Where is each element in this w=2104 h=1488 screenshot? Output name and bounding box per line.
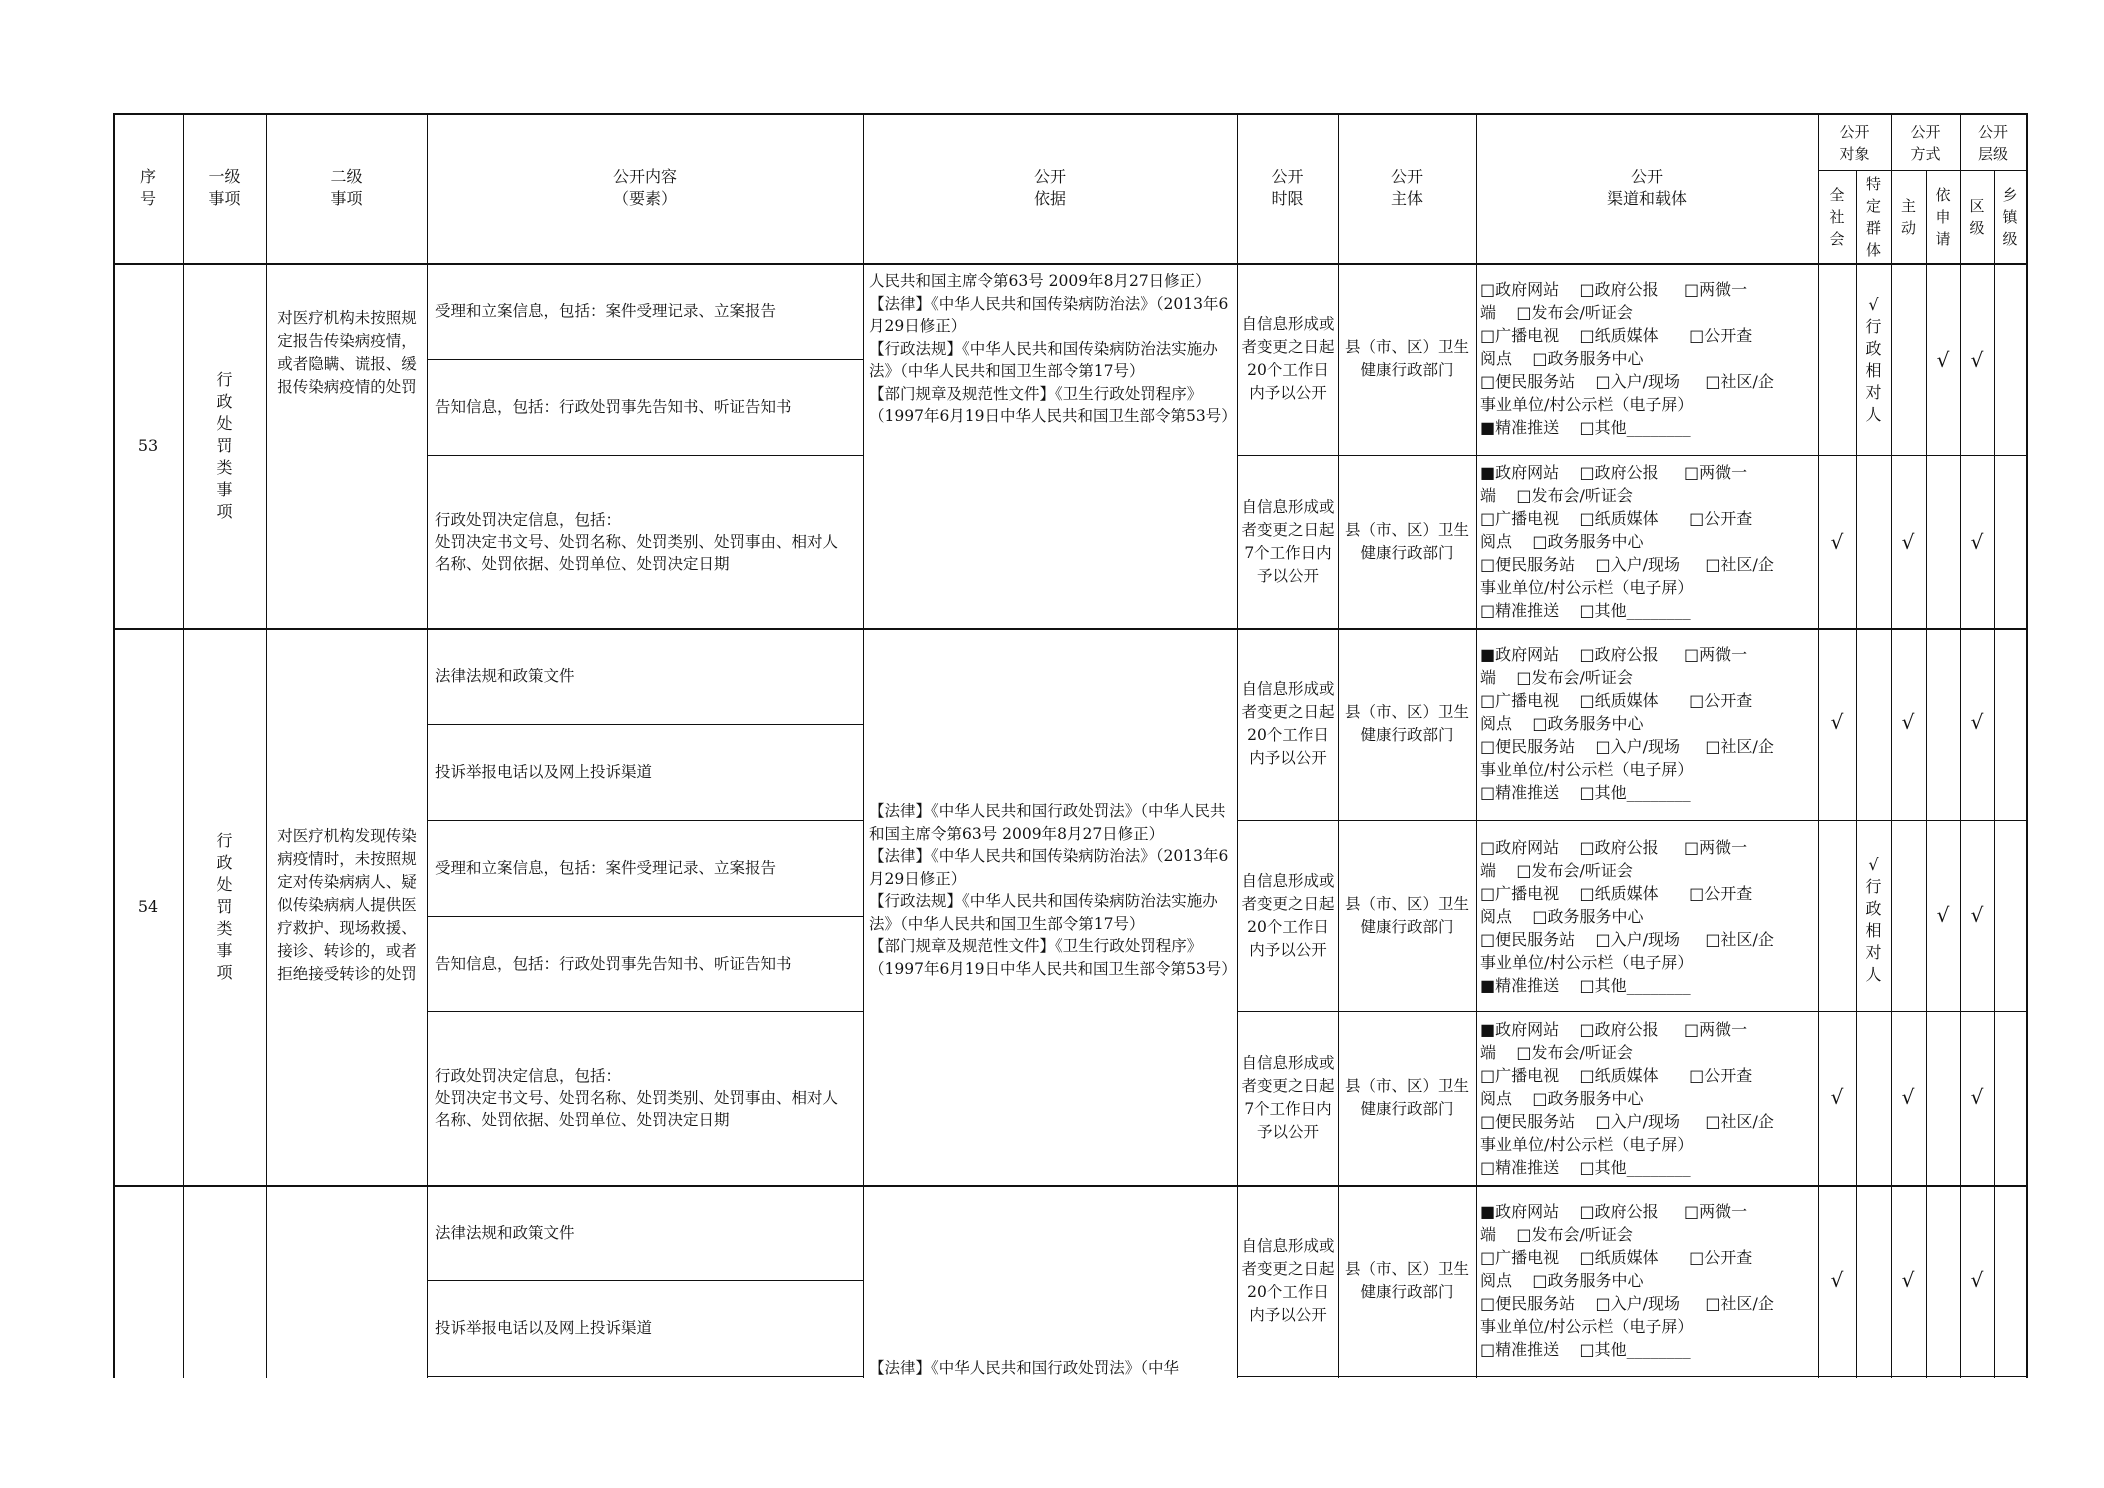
row53-level1: 行 政 处 罚 类 事 项 xyxy=(216,369,233,521)
row-line xyxy=(1237,1376,2026,1377)
row53-level2: 对医疗机构未按照规定报告传染病疫情，或者隐瞒、谎报、缓报传染病疫情的处罚 xyxy=(277,309,417,396)
row55-check-all: √ xyxy=(1830,1268,1844,1292)
header-method-request: 依 申 请 xyxy=(1935,185,1951,248)
row55-content-2: 投诉举报电话以及网上投诉渠道 xyxy=(435,1319,653,1337)
col-line xyxy=(1960,113,1961,1378)
col-line xyxy=(863,113,864,1378)
row53-subject-2: 县（市、区）卫生健康行政部门 xyxy=(1344,520,1469,562)
row54-specific-group: √ 行 政 相 对 人 xyxy=(1865,855,1882,984)
row53-check-district-2: √ xyxy=(1970,530,1984,554)
row53-basis: 人民共和国主席令第63号 2009年8月27日修正） 【法律】《中华人民共和国传染病防治法》（2013年6月29日修正） 【行政法规】《中华人民共和国传染病防治法实施办法》（中华人民共和国卫生部令第17号） 【部门规章及规范性文件】《卫生行政处罚程序》（1997年6月19日中华人民共和国卫生部令第53号） xyxy=(869,272,1237,425)
row55-content-1: 法律法规和政策文件 xyxy=(435,1223,575,1242)
row53-subject-1: 县（市、区）卫生健康行政部门 xyxy=(1344,338,1469,379)
row54-content-1: 法律法规和政策文件 xyxy=(435,667,575,685)
row53-channels-2: ■政府网站 □政府公报 □两微一 端 □发布会/听证会 □广播电视 □纸质媒体 □公开查 阅点 □政务服务中心 □便民服务站 □入户/现场 □社区/企 事业单位/村公示栏（电子屏） □精准推送 □其他________ xyxy=(1480,463,1774,620)
header-target-specific: 特 定 群 体 xyxy=(1865,174,1881,259)
header-level-district: 区 级 xyxy=(1969,196,1985,237)
header-target-all: 全 社 会 xyxy=(1829,185,1845,248)
header-level-town: 乡 镇 级 xyxy=(2002,185,2018,248)
row55-time: 自信息形成或者变更之日起20个工作日内予以公开 xyxy=(1241,1236,1335,1324)
row53-channels-1: □政府网站 □政府公报 □两微一 端 □发布会/听证会 □广播电视 □纸质媒体 □公开查 阅点 □政务服务中心 □便民服务站 □入户/现场 □社区/企 事业单位/村公示栏（电子屏） ■精准推送 □其他________ xyxy=(1480,280,1774,437)
header-method: 公开 方式 xyxy=(1910,122,1941,163)
row53-check-request: √ xyxy=(1936,348,1950,372)
row54-time-3: 自信息形成或者变更之日起7个工作日内予以公开 xyxy=(1241,1054,1335,1141)
row53-content-1: 受理和立案信息，包括：案件受理记录、立案报告 xyxy=(435,302,777,320)
row54-check-all-3: √ xyxy=(1830,1085,1844,1109)
row53-check-active: √ xyxy=(1901,530,1915,554)
header-basis: 公开 依据 xyxy=(1033,167,1066,208)
row53-time-1: 自信息形成或者变更之日起20个工作日内予以公开 xyxy=(1241,315,1335,402)
col-line xyxy=(1818,113,1819,1378)
row54-check-all: √ xyxy=(1830,710,1844,734)
row54-subject-2: 县（市、区）卫生健康行政部门 xyxy=(1344,894,1469,936)
row53-content-3: 行政处罚决定信息，包括： 处罚决定书文号、处罚名称、处罚类别、处罚事由、相对人名称、处罚依据、处罚单位、处罚决定日期 xyxy=(435,510,839,573)
row55-channels: ■政府网站 □政府公报 □两微一 端 □发布会/听证会 □广播电视 □纸质媒体 □公开查 阅点 □政务服务中心 □便民服务站 □入户/现场 □社区/企 事业单位/村公示栏（电子屏） □精准推送 □其他________ xyxy=(1480,1202,1774,1359)
header-level: 公开 层级 xyxy=(1977,122,2008,163)
row54-content-5: 行政处罚决定信息，包括： 处罚决定书文号、处罚名称、处罚类别、处罚事由、相对人名称、处罚依据、处罚单位、处罚决定日期 xyxy=(435,1067,839,1129)
header-target: 公开 对象 xyxy=(1839,122,1870,163)
row53-check-district: √ xyxy=(1970,348,1984,372)
col-line xyxy=(1891,113,1892,1378)
row54-level1: 行 政 处 罚 类 事 项 xyxy=(216,830,233,982)
col-line xyxy=(1994,170,1995,1378)
header-channel: 公开 渠道和载体 xyxy=(1606,167,1687,208)
row54-level2: 对医疗机构发现传染病疫情时，未按照规定对传染病病人、疑似传染病病人提供医疗救护、现场救援、接诊、转诊的，或者拒绝接受转诊的处罚 xyxy=(277,826,417,983)
row54-check-active-3: √ xyxy=(1901,1085,1915,1109)
row54-basis: 【法律】《中华人民共和国行政处罚法》（中华人民共和国主席令第63号 2009年8月27日修正） 【法律】《中华人民共和国传染病防治法》（2013年6月29日修正） 【行政法规】《中华人民共和国传染病防治法实施办法》（中华人民共和国卫生部令第17号） 【部门规章及规范性文件】《卫生行政处罚程序》（1997年6月19日中华人民共和国卫生部令第53号） xyxy=(869,802,1237,978)
row54-content-4: 告知信息，包括：行政处罚事先告知书、听证告知书 xyxy=(435,954,792,973)
col-line xyxy=(1476,113,1477,1378)
row55-basis: 【法律】《中华人民共和国行政处罚法》（中华 xyxy=(869,1359,1180,1377)
row54-subject-3: 县（市、区）卫生健康行政部门 xyxy=(1344,1077,1469,1118)
header-bottom-line xyxy=(113,263,2028,265)
header-seq: 序 号 xyxy=(139,167,156,208)
header-level2: 二级 事项 xyxy=(330,167,363,208)
row53-specific-group: √ 行 政 相 对 人 xyxy=(1865,295,1882,424)
header-method-active: 主 动 xyxy=(1900,196,1916,237)
col-line xyxy=(266,113,267,1378)
row54-check-active: √ xyxy=(1901,710,1915,734)
table-border-right xyxy=(2026,113,2028,1378)
row54-channels-1: ■政府网站 □政府公报 □两微一 端 □发布会/听证会 □广播电视 □纸质媒体 □公开查 阅点 □政务服务中心 □便民服务站 □入户/现场 □社区/企 事业单位/村公示栏（电子屏） □精准推送 □其他________ xyxy=(1480,645,1774,802)
row54-channels-3: ■政府网站 □政府公报 □两微一 端 □发布会/听证会 □广播电视 □纸质媒体 □公开查 阅点 □政务服务中心 □便民服务站 □入户/现场 □社区/企 事业单位/村公示栏（电子屏） □精准推送 □其他________ xyxy=(1480,1020,1774,1177)
row-line xyxy=(113,628,2028,630)
col-line xyxy=(1926,170,1927,1378)
row54-time-1: 自信息形成或者变更之日起20个工作日内予以公开 xyxy=(1241,680,1335,767)
row54-channels-2: □政府网站 □政府公报 □两微一 端 □发布会/听证会 □广播电视 □纸质媒体 □公开查 阅点 □政务服务中心 □便民服务站 □入户/现场 □社区/企 事业单位/村公示栏（电子屏） ■精准推送 □其他________ xyxy=(1480,838,1774,995)
row-line xyxy=(427,1376,863,1377)
row53-content-2: 告知信息，包括：行政处罚事先告知书、听证告知书 xyxy=(435,398,792,416)
row54-check-district-3: √ xyxy=(1970,1085,1984,1109)
row54-time-2: 自信息形成或者变更之日起20个工作日内予以公开 xyxy=(1241,871,1335,959)
row54-check-district-2: √ xyxy=(1970,903,1984,927)
header-level1: 一级 事项 xyxy=(208,167,241,208)
row54-content-3: 受理和立案信息，包括：案件受理记录、立案报告 xyxy=(435,859,777,877)
header-subject: 公开 主体 xyxy=(1390,167,1423,208)
row55-check-district: √ xyxy=(1970,1268,1984,1292)
row53-check-all: √ xyxy=(1830,530,1844,554)
row54-seq: 54 xyxy=(137,896,159,916)
row54-check-district: √ xyxy=(1970,710,1984,734)
row53-time-2: 自信息形成或者变更之日起7个工作日内予以公开 xyxy=(1241,497,1335,585)
row54-check-request: √ xyxy=(1936,903,1950,927)
col-line xyxy=(1237,113,1238,1378)
row53-seq: 53 xyxy=(137,435,159,455)
row55-subject: 县（市、区）卫生健康行政部门 xyxy=(1344,1259,1469,1301)
header-time-limit: 公开 时限 xyxy=(1271,167,1304,208)
row-line xyxy=(113,1185,2028,1187)
row54-subject-1: 县（市、区）卫生健康行政部门 xyxy=(1344,703,1469,744)
header-content: 公开内容 （要素） xyxy=(612,167,677,208)
row54-content-2: 投诉举报电话以及网上投诉渠道 xyxy=(435,763,653,781)
col-line xyxy=(1338,113,1339,1378)
row55-check-active: √ xyxy=(1901,1268,1915,1292)
